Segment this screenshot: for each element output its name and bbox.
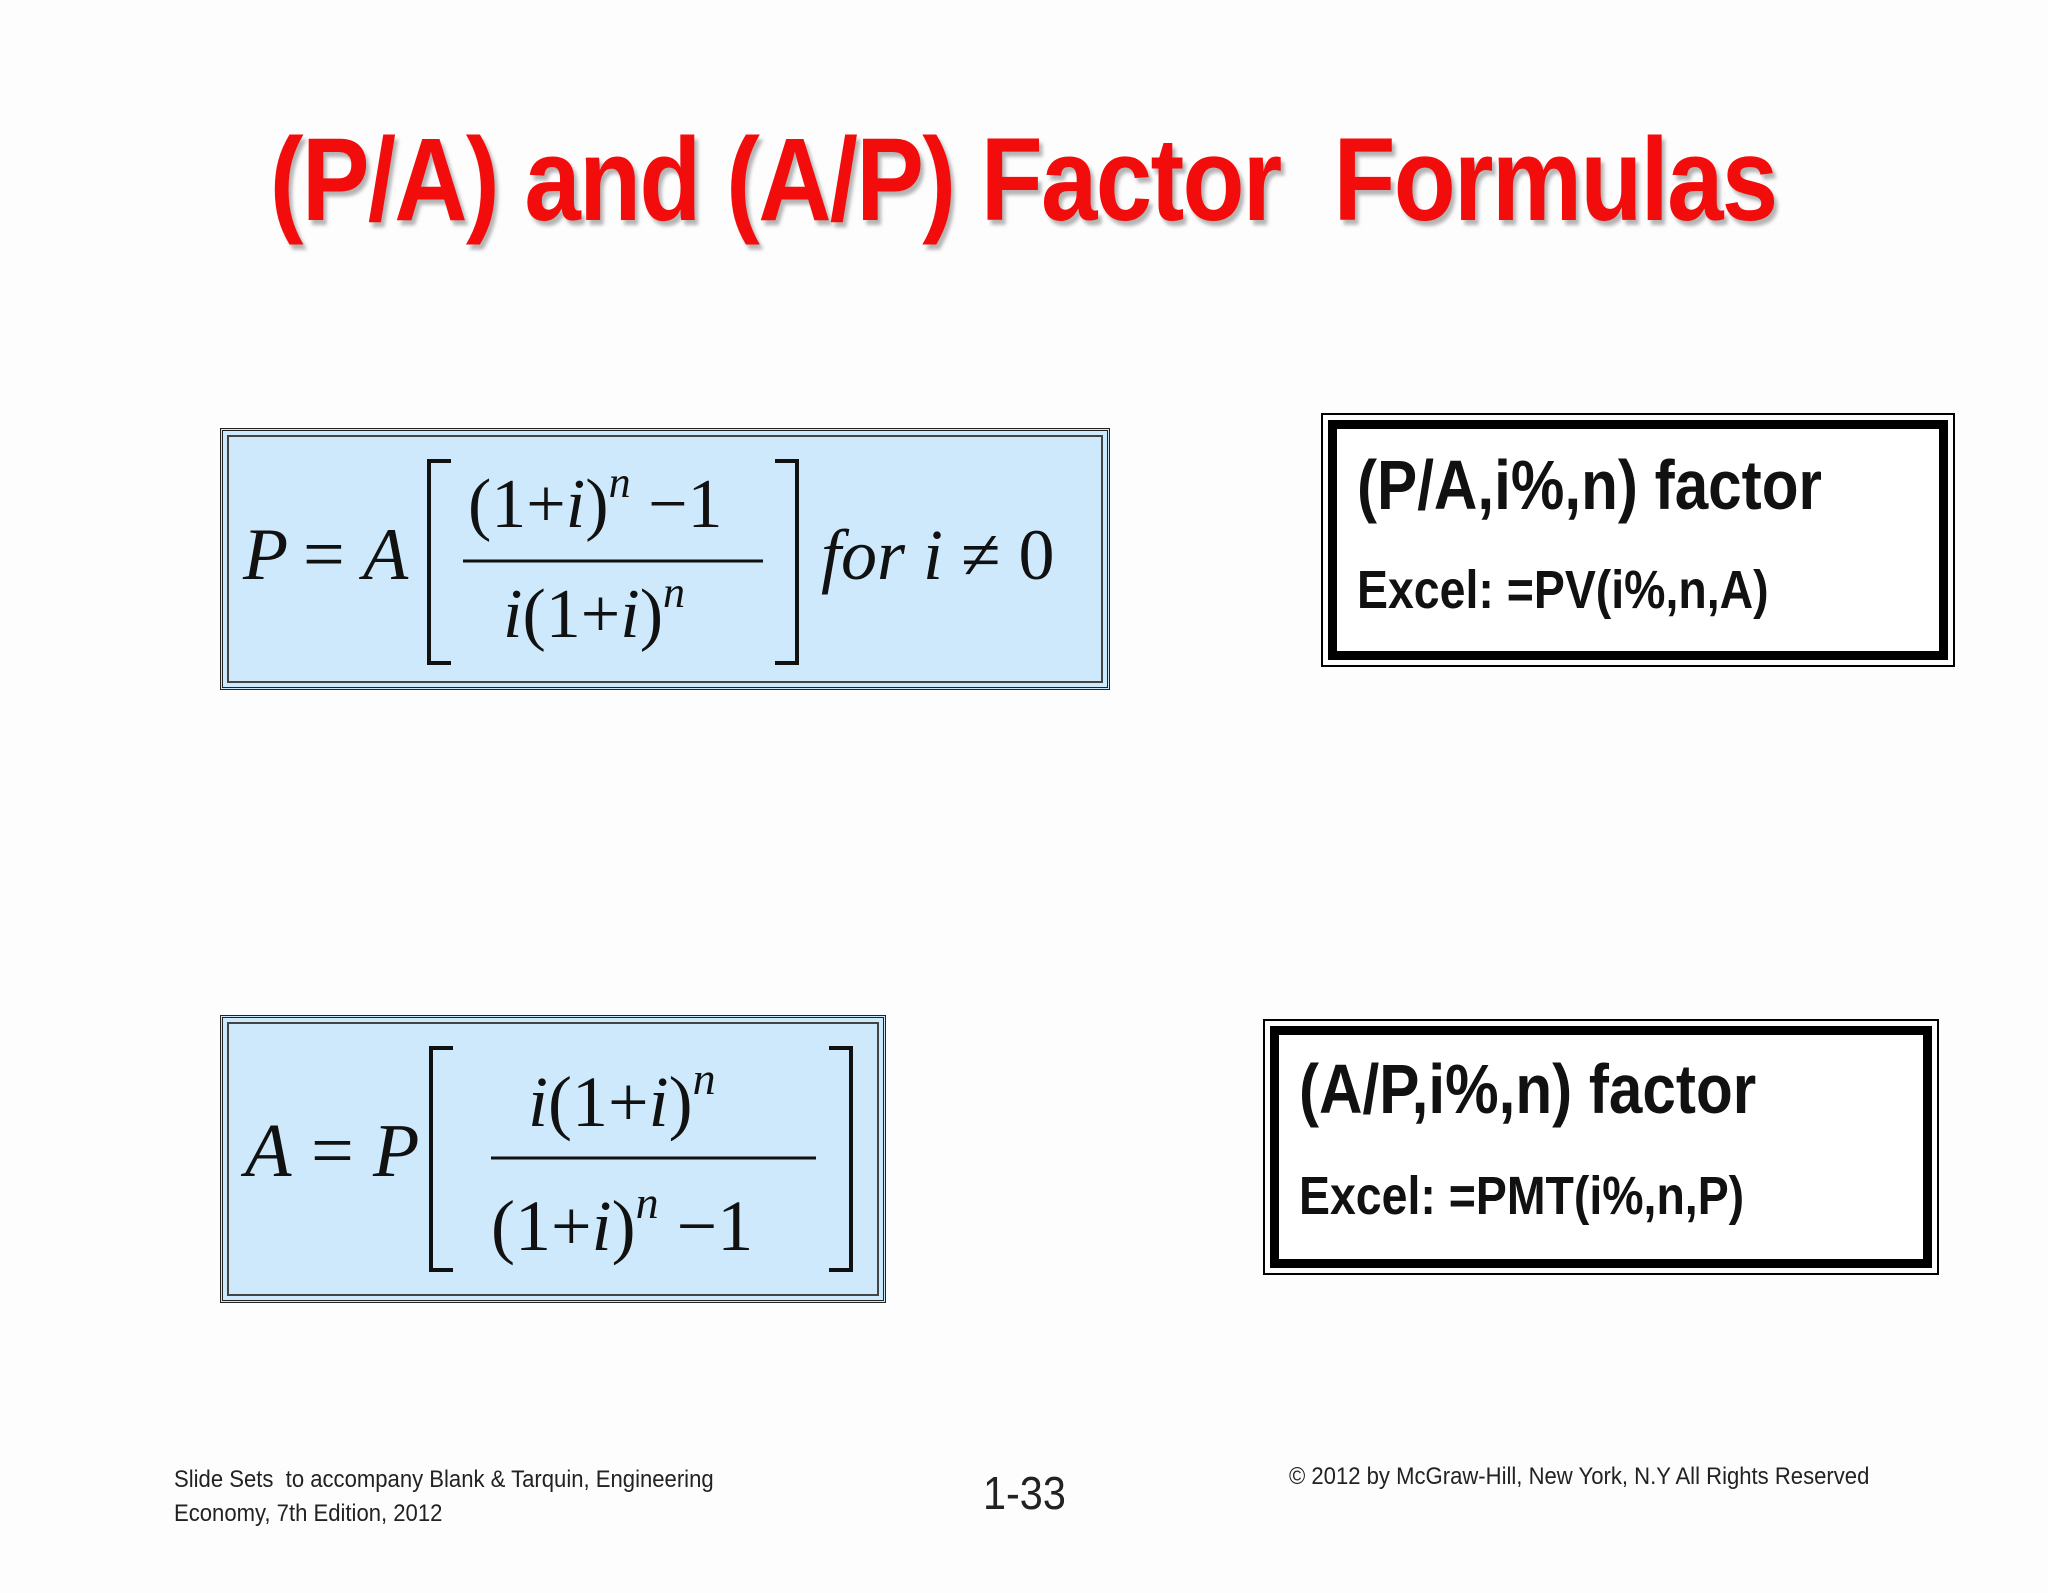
ap-formula-box [220, 1015, 886, 1303]
pa-denominator: $i(1+i)^n$ [503, 568, 686, 653]
pa-left-bracket [429, 461, 451, 663]
ap-factor-box [1270, 1026, 1932, 1268]
slide-number: 1-33 [983, 1467, 1066, 1519]
ap-denominator: $(1+i)^n -1$ [491, 1177, 754, 1266]
pa-factor-box [1328, 420, 1948, 660]
pa-right-bracket [775, 461, 797, 663]
footer-citation [174, 1463, 714, 1531]
ap-factor-excel: Excel: =PMT(i%,n,P) [1299, 1166, 1745, 1226]
footer-copyright: © 2012 by McGraw-Hill, New York, N.Y All Rights Reserved [1289, 1463, 1870, 1490]
pa-formula [223, 431, 1107, 687]
pa-lhs-p: P [243, 514, 289, 596]
pa-condition: for i ≠ 0 [821, 515, 1055, 595]
footer-citation-line2: Economy, 7th Edition, 2012 [174, 1500, 443, 1527]
pa-lhs-a: A [363, 514, 409, 596]
ap-left-bracket [431, 1048, 453, 1270]
pa-factor-excel: Excel: =PV(i%,n,A) [1357, 560, 1769, 620]
ap-lhs-equals: = [311, 1109, 354, 1193]
ap-factor-title: (A/P,i%,n) factor [1299, 1050, 1757, 1128]
pa-lhs-equals: = [303, 514, 345, 596]
ap-right-bracket [829, 1048, 851, 1270]
pa-numerator: $(1+i)^n -1$ [468, 458, 723, 543]
ap-numerator: $i(1+i)^n$ [528, 1053, 716, 1142]
pa-formula-box [220, 428, 1110, 690]
pa-factor-title: (P/A,i%,n) factor [1357, 446, 1822, 524]
ap-lhs-a: A [245, 1109, 292, 1193]
ap-lhs-p: P [373, 1109, 420, 1193]
slide-title: (P/A) and (A/P) Factor Formulas [269, 114, 1777, 246]
ap-formula [223, 1018, 883, 1300]
footer-citation-line1: Slide Sets to accompany Blank & Tarquin, Engineering [174, 1466, 714, 1493]
